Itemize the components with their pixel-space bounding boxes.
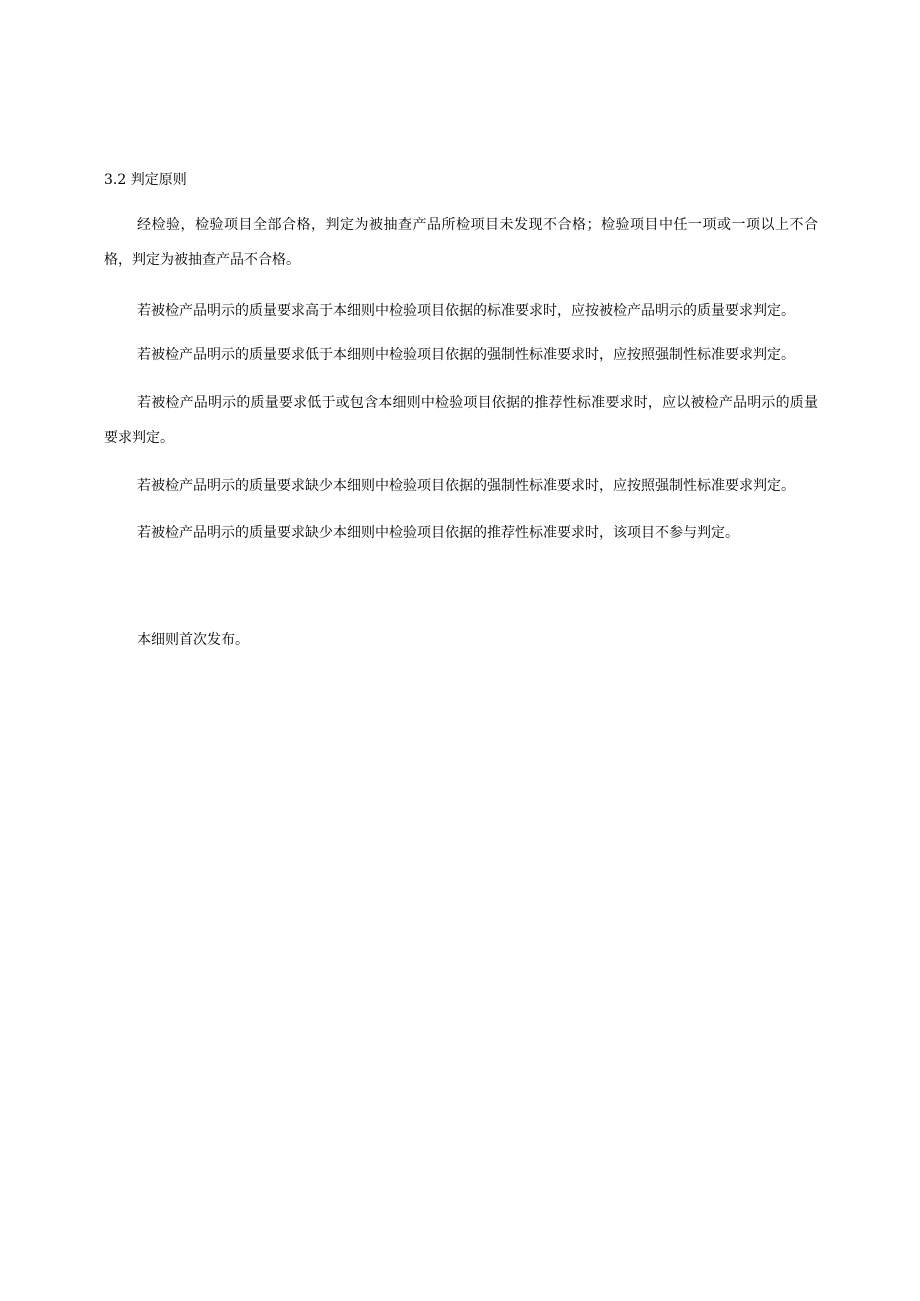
paragraph-judgment-rule: 经检验，检验项目全部合格，判定为被抽查产品所检项目未发现不合格；检验项目中任一项或一项以上不合格，判定为被抽查产品不合格。 [104,217,818,268]
paragraph-higher-requirement: 若被检产品明示的质量要求高于本细则中检验项目依据的标准要求时，应按被检产品明示的质量要求判定。 [137,303,795,319]
paragraph-lower-mandatory: 若被检产品明示的质量要求低于本细则中检验项目依据的强制性标准要求时，应按照强制性标准要求判定。 [137,347,795,363]
paragraph-missing-mandatory: 若被检产品明示的质量要求缺少本细则中检验项目依据的强制性标准要求时，应按照强制性标准要求判定。 [137,478,795,494]
paragraph-lower-recommended: 若被检产品明示的质量要求低于或包含本细则中检验项目依据的推荐性标准要求时，应以被检产品明示的质量要求判定。 [104,395,818,446]
section-heading: 3.2 判定原则 [104,172,187,188]
closing-note: 本细则首次发布。 [137,632,249,648]
paragraph-missing-recommended: 若被检产品明示的质量要求缺少本细则中检验项目依据的推荐性标准要求时，该项目不参与判定。 [137,525,739,541]
